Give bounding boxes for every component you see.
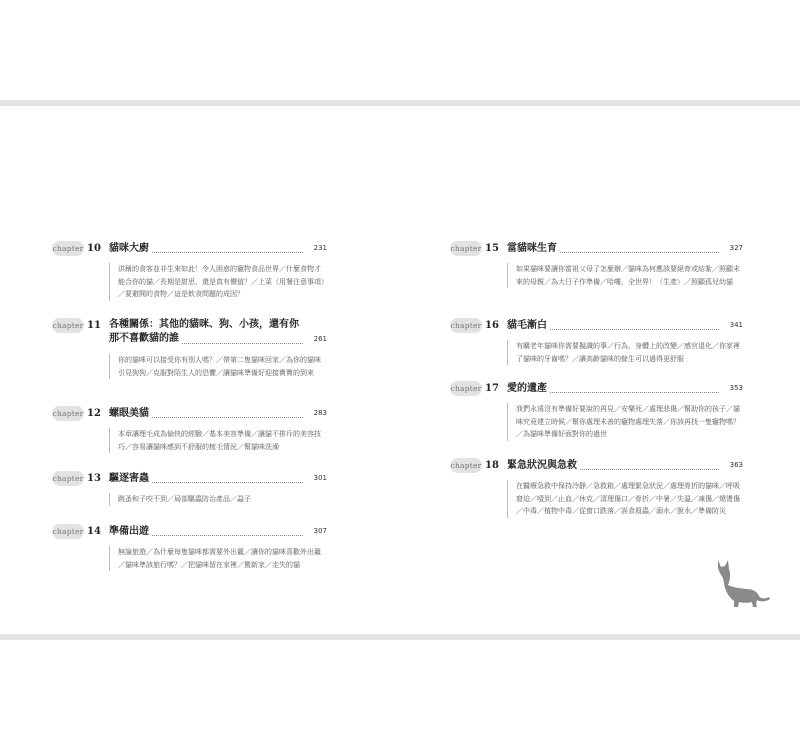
chapter-pill: chapter bbox=[52, 406, 84, 421]
chapter-title: 準備出遊 bbox=[109, 526, 152, 537]
toc-entry-chapter-17[interactable] bbox=[450, 381, 743, 441]
chapter-description: 洪稱的食客並非生來如此！令人困惑的寵物食品世界／什麼食物才能合你的貓／長期是甜思，還是真有價值？／上菜（用餐注意事項）／要避開的食物／這是飲食問題的成因？ bbox=[109, 263, 327, 301]
page-number: 327 bbox=[728, 241, 743, 256]
page-number: 261 bbox=[312, 332, 327, 347]
chapter-pill: chapter bbox=[450, 241, 482, 256]
bottom-divider-band bbox=[0, 634, 800, 640]
chapter-description: 跳蚤和子咬不到／局部驅蟲防治產品／蝨子 bbox=[109, 493, 327, 506]
chapter-title: 各種關係：其他的貓咪、狗、小孩，還有你那不喜歡貓的誰 bbox=[109, 319, 299, 344]
chapter-pill: chapter bbox=[52, 471, 84, 486]
chapter-number: 15 bbox=[485, 243, 499, 254]
page-number: 301 bbox=[312, 471, 327, 486]
chapter-number: 11 bbox=[87, 320, 101, 331]
page-number: 363 bbox=[728, 458, 743, 473]
chapter-pill: chapter bbox=[450, 458, 482, 473]
chapter-pill: chapter bbox=[52, 241, 84, 256]
chapter-title: 當貓咪生育 bbox=[507, 243, 560, 254]
toc-entry-chapter-18[interactable] bbox=[450, 458, 743, 518]
toc-entry-chapter-10[interactable] bbox=[52, 241, 327, 301]
page-number: 307 bbox=[312, 524, 327, 539]
page-number: 283 bbox=[312, 406, 327, 421]
chapter-title: 螺眼美貓 bbox=[109, 408, 152, 419]
chapter-description: 在醫療急救中保持冷靜／急救箱／處理緊急狀況／處理骨折的貓咪／呼吸窘迫／噎到／止血／休克／清理傷口／骨折／中暑／失溫／凍傷／燒燙傷／中毒／植物中毒／從窗口跌落／誤食殺蟲／溺水／脫水／準備防災 bbox=[507, 480, 743, 518]
chapter-pill: chapter bbox=[450, 318, 482, 333]
page-number: 231 bbox=[312, 241, 327, 256]
chapter-title: 貓咪大廚 bbox=[109, 243, 152, 254]
chapter-number: 12 bbox=[87, 408, 101, 419]
chapter-number: 17 bbox=[485, 383, 499, 394]
chapter-pill: chapter bbox=[450, 381, 482, 396]
chapter-title: 愛的遺產 bbox=[507, 383, 550, 394]
cat-silhouette-icon bbox=[712, 558, 772, 608]
chapter-pill: chapter bbox=[52, 524, 84, 539]
chapter-number: 13 bbox=[87, 473, 101, 484]
toc-entry-chapter-12[interactable] bbox=[52, 406, 327, 453]
top-divider-band bbox=[0, 100, 800, 106]
chapter-description: 本章讓理毛成為愉快的經驗／基本美容準備／讓貓不排斥的美容技巧／容易讓貓咪感到不舒服的梳毛情況／幫貓咪洗澡 bbox=[109, 428, 327, 453]
chapter-description: 你的貓咪可以接受你有別人嗎？／帶第二隻貓咪回家／為你的貓咪引見狗狗／克服對陌生人的恐懼／讓貓咪準備好迎接寶寶的到來 bbox=[109, 354, 327, 379]
chapter-title: 緊急狀況與急救 bbox=[507, 460, 580, 471]
page-number: 341 bbox=[728, 318, 743, 333]
chapter-description: 無論旅遊／為什麼每隻貓咪都需要外出籠／讓你的貓咪喜歡外出籠／貓咪準該旅行嗎？／把貓咪留在家裡／搬新家／走失的貓 bbox=[109, 546, 327, 571]
chapter-pill: chapter bbox=[52, 318, 84, 333]
chapter-number: 10 bbox=[87, 243, 101, 254]
toc-entry-chapter-11[interactable] bbox=[52, 318, 327, 379]
toc-entry-chapter-16[interactable] bbox=[450, 318, 743, 365]
page-number: 353 bbox=[728, 381, 743, 396]
chapter-description: 有關老年貓咪你需要擬識的事／行為，身體上的改變／感官退化／你家裡了貓咪的牙齒嗎？／讓高齡貓咪的餘生可以過得更舒服 bbox=[507, 340, 743, 365]
chapter-number: 16 bbox=[485, 320, 499, 331]
chapter-title: 驅逐害蟲 bbox=[109, 473, 152, 484]
chapter-number: 14 bbox=[87, 526, 101, 537]
chapter-number: 18 bbox=[485, 460, 499, 471]
chapter-description: 我們永遠沒有準備好要說的再見／安樂死／處理悲傷／幫助你的孩子／貓咪究竟建立時候／幫你處理未善的寵物處理失落／你該再找一隻寵物嗎？／為貓咪準備好面對你的過世 bbox=[507, 403, 743, 441]
chapter-title: 貓毛漸白 bbox=[507, 320, 550, 331]
toc-entry-chapter-14[interactable] bbox=[52, 524, 327, 571]
toc-entry-chapter-15[interactable] bbox=[450, 241, 743, 288]
chapter-description: 如果貓咪要讓你當祖父母了怎麼辦／貓咪為何應該要絕育或結紮／照顧未來的母親／為大日子作準備／哈囉，全世界！（生產）／照顧孤兒幼貓 bbox=[507, 263, 743, 288]
toc-entry-chapter-13[interactable] bbox=[52, 471, 327, 506]
